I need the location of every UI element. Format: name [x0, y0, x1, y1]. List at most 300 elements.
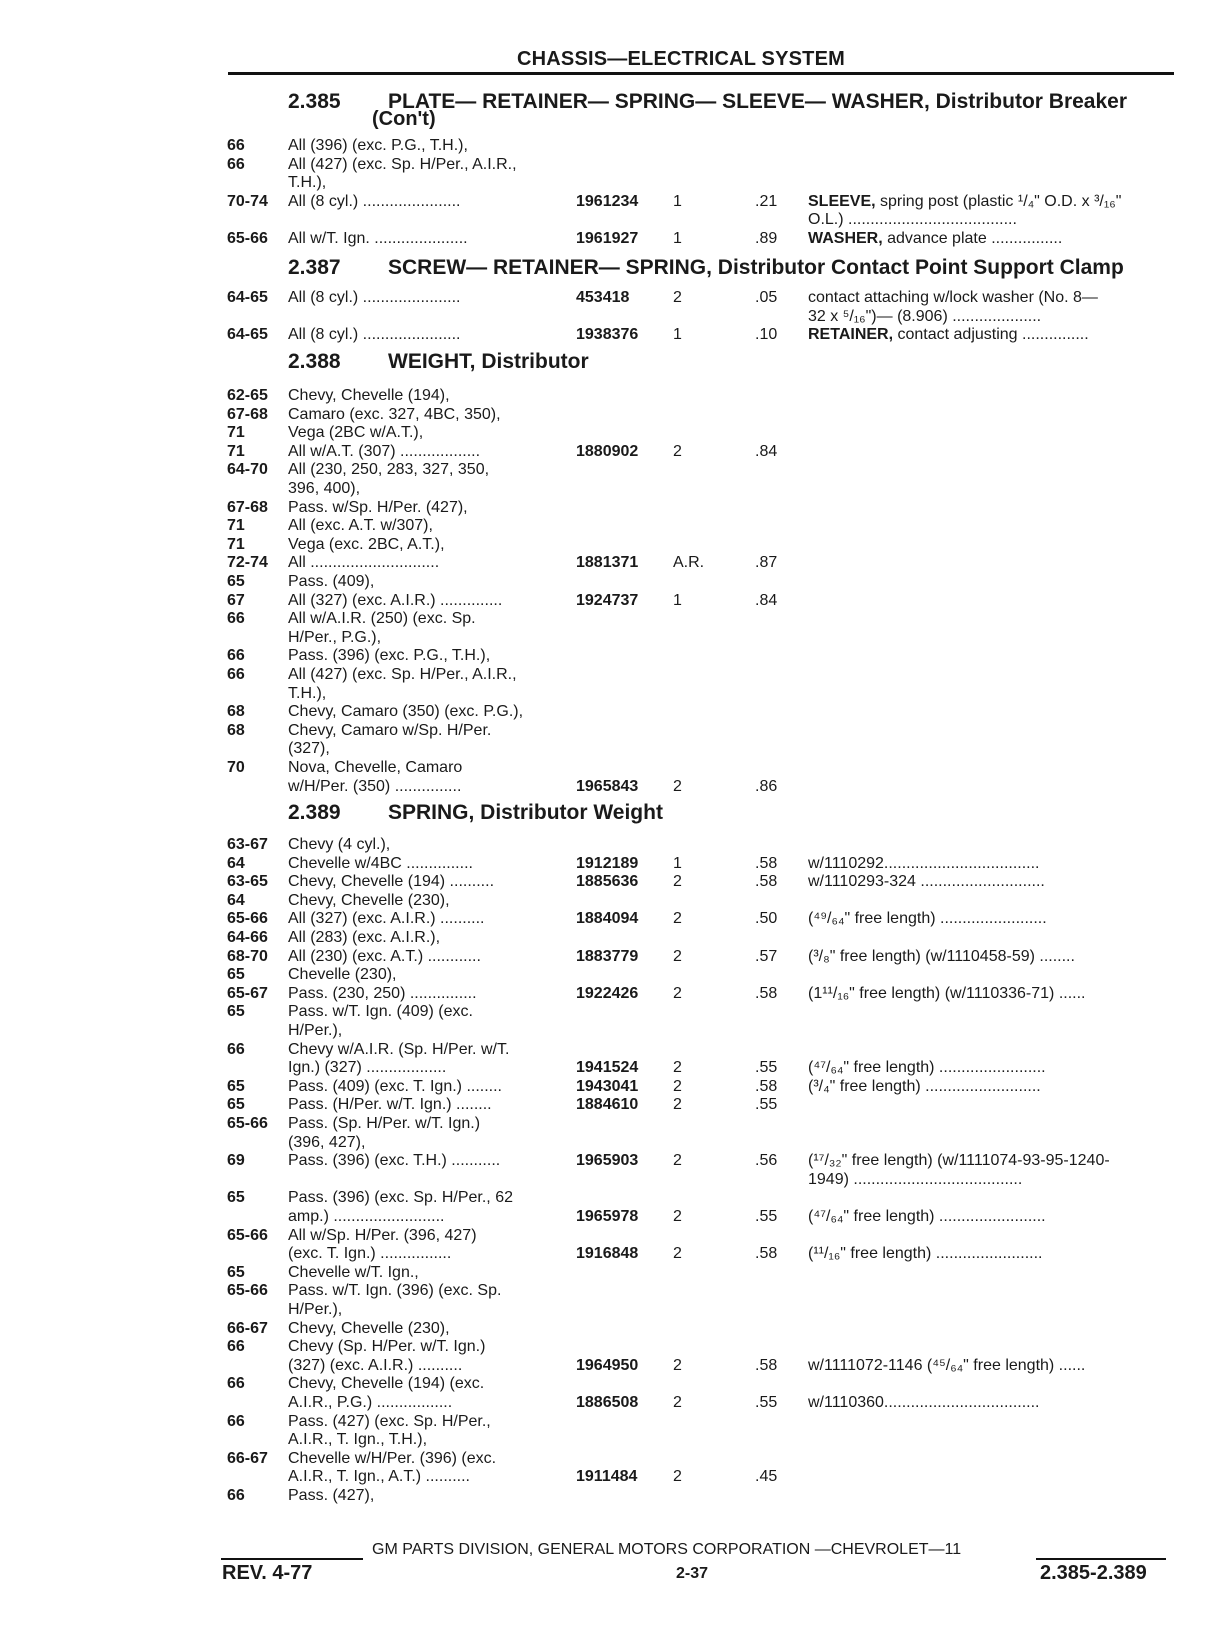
description-cell	[808, 210, 1174, 229]
table-row	[0, 1114, 1232, 1133]
description-text: (⁴⁹/₆₄" free length) ........................	[808, 910, 1047, 927]
year-cell: 71	[227, 443, 245, 460]
price-cell: .84	[755, 443, 778, 460]
quantity-cell: 2	[673, 1078, 682, 1095]
section-title: WEIGHT, Distributor	[388, 350, 589, 373]
section-number: 2.388	[288, 350, 341, 373]
table-row	[0, 1337, 1232, 1356]
quantity-cell: 2	[673, 1245, 682, 1262]
year-cell: 65	[227, 1096, 245, 1113]
description-cell	[808, 1393, 1174, 1412]
table-row	[0, 739, 1232, 758]
part-number-cell: 1965903	[576, 1152, 639, 1169]
price-cell: .56	[755, 1152, 778, 1169]
part-number-cell: 1911484	[576, 1468, 638, 1485]
year-cell: 65-66	[227, 1227, 268, 1244]
application-cell: Pass. (427),	[288, 1487, 375, 1504]
application-cell: Chevy, Chevelle (230),	[288, 1320, 450, 1337]
price-cell: .10	[755, 326, 778, 343]
page-number: 2-37	[676, 1565, 709, 1582]
year-cell: 67-68	[227, 406, 268, 423]
part-number-cell: 1916848	[576, 1245, 639, 1262]
description-cell	[808, 1058, 1174, 1077]
table-row	[0, 609, 1232, 628]
table-row	[0, 1300, 1232, 1319]
quantity-cell: 1	[673, 855, 682, 872]
year-cell: 67-68	[227, 499, 268, 516]
price-cell: .55	[755, 1096, 778, 1113]
year-cell: 64-70	[227, 461, 268, 478]
year-cell: 71	[227, 517, 245, 534]
description-text: advance plate ................	[882, 230, 1063, 247]
application-cell: H/Per.),	[288, 1022, 343, 1039]
application-cell: Chevy, Camaro (350) (exc. P.G.),	[288, 703, 524, 720]
description-text: contact attaching w/lock washer (No. 8—	[808, 289, 1098, 306]
price-cell: .58	[755, 1357, 778, 1374]
description-text: w/1110293-324 ............................	[808, 873, 1045, 890]
quantity-cell: 2	[673, 1394, 682, 1411]
year-cell: 65-66	[227, 1282, 268, 1299]
description-cell	[808, 1077, 1174, 1096]
year-cell: 65	[227, 1003, 245, 1020]
table-row	[0, 854, 1232, 873]
table-row	[0, 535, 1232, 554]
description-text: (1¹¹/₁₆" free length) (w/1110336-71) ......	[808, 985, 1086, 1002]
table-row	[0, 1002, 1232, 1021]
description-cell	[808, 947, 1174, 966]
application-cell: All (230, 250, 283, 327, 350,	[288, 461, 490, 478]
table-row	[0, 591, 1232, 610]
section-title: SCREW— RETAINER— SPRING, Distributor Contact Point Support Clamp	[388, 256, 1124, 279]
part-number-cell: 1884610	[576, 1096, 639, 1113]
description-text: (¹¹/₁₆" free length) ........................	[808, 1245, 1043, 1262]
application-cell: Pass. (409),	[288, 573, 375, 590]
application-cell: Nova, Chevelle, Camaro	[288, 759, 463, 776]
table-row	[0, 325, 1232, 344]
header-rule	[228, 72, 1174, 75]
description-text: (⁴⁷/₆₄" free length) ........................	[808, 1059, 1046, 1076]
application-cell: All (8 cyl.) ......................	[288, 289, 461, 306]
description-text: (⁴⁷/₆₄" free length) ........................	[808, 1208, 1046, 1225]
section-heading-2388	[288, 350, 589, 374]
year-cell: 66	[227, 1338, 245, 1355]
table-row	[0, 1188, 1232, 1207]
description-text: 32 x ⁵/₁₆")— (8.906) ....................	[808, 308, 1042, 325]
table-row	[0, 1151, 1232, 1170]
application-cell: Pass. w/T. Ign. (409) (exc.	[288, 1003, 473, 1020]
table-row	[0, 1319, 1232, 1338]
year-cell: 62-65	[227, 387, 268, 404]
table-row	[0, 909, 1232, 928]
description-text: 1949) ......................................	[808, 1171, 1023, 1188]
year-cell: 66-67	[227, 1450, 268, 1467]
table-row	[0, 572, 1232, 591]
description-text: w/1110292...................................	[808, 855, 1040, 872]
table-row	[0, 1095, 1232, 1114]
table-row	[0, 1486, 1232, 1505]
price-cell: .55	[755, 1059, 778, 1076]
price-cell: .58	[755, 873, 778, 890]
application-cell: A.I.R., T. Ign., T.H.),	[288, 1431, 428, 1448]
year-cell: 71	[227, 424, 245, 441]
table-row	[0, 1244, 1232, 1263]
application-cell: Chevy, Chevelle (194) (exc.	[288, 1375, 485, 1392]
application-cell: Vega (2BC w/A.T.),	[288, 424, 424, 441]
description-text: (³/₈" free length) (w/1110458-59) ........	[808, 948, 1075, 965]
part-number-cell: 1943041	[576, 1078, 639, 1095]
year-cell: 66	[227, 647, 245, 664]
year-cell: 65-66	[227, 910, 268, 927]
application-cell: (327) (exc. A.I.R.) ..........	[288, 1357, 463, 1374]
application-cell: Chevelle w/H/Per. (396) (exc.	[288, 1450, 497, 1467]
description-cell	[808, 307, 1174, 326]
description-cell	[808, 909, 1174, 928]
price-cell: .86	[755, 778, 778, 795]
description-text: spring post (plastic ¹/₄" O.D. x ³/₁₆"	[875, 193, 1122, 210]
application-cell: All (283) (exc. A.I.R.),	[288, 929, 441, 946]
application-cell: Pass. (H/Per. w/T. Ign.) ........	[288, 1096, 492, 1113]
quantity-cell: 2	[673, 1059, 682, 1076]
price-cell: .58	[755, 1078, 778, 1095]
application-cell: All (396) (exc. P.G., T.H.),	[288, 137, 468, 154]
description-cell	[808, 872, 1174, 891]
year-cell: 64	[227, 855, 245, 872]
application-cell: Pass. (230, 250) ...............	[288, 985, 477, 1002]
section-heading-2389	[288, 801, 663, 825]
part-number-cell: 1941524	[576, 1059, 639, 1076]
price-cell: .45	[755, 1468, 778, 1485]
application-cell: Chevy (4 cyl.),	[288, 836, 391, 853]
year-cell: 63-67	[227, 836, 268, 853]
application-cell: All (230) (exc. A.T.) ............	[288, 948, 481, 965]
year-cell: 65	[227, 1078, 245, 1095]
page-title: CHASSIS—ELECTRICAL SYSTEM	[517, 48, 845, 70]
application-cell: All w/Sp. H/Per. (396, 427)	[288, 1227, 477, 1244]
table-row	[0, 1412, 1232, 1431]
application-cell: Chevy, Camaro w/Sp. H/Per.	[288, 722, 492, 739]
table-row	[0, 721, 1232, 740]
quantity-cell: 2	[673, 985, 682, 1002]
quantity-cell: 2	[673, 1208, 682, 1225]
table-row	[0, 1226, 1232, 1245]
part-number-cell: 453418	[576, 289, 630, 306]
footer-publisher: GM PARTS DIVISION, GENERAL MOTORS CORPORATION —CHEVROLET—11	[372, 1541, 962, 1558]
application-cell: Pass. (409) (exc. T. Ign.) ........	[288, 1078, 502, 1095]
part-number-cell: 1961927	[576, 230, 639, 247]
table-row	[0, 136, 1232, 155]
application-cell: All (427) (exc. Sp. H/Per., A.I.R.,	[288, 666, 517, 683]
application-cell: Pass. (Sp. H/Per. w/T. Ign.)	[288, 1115, 481, 1132]
application-cell: w/H/Per. (350) ...............	[288, 778, 462, 795]
table-row	[0, 192, 1232, 211]
table-row	[0, 1393, 1232, 1412]
table-row	[0, 777, 1232, 796]
price-cell: .21	[755, 193, 778, 210]
price-cell: .50	[755, 910, 778, 927]
part-number-cell: 1924737	[576, 592, 639, 609]
year-cell: 65	[227, 573, 245, 590]
year-cell: 71	[227, 536, 245, 553]
table-row	[0, 1170, 1232, 1189]
application-cell: Pass. (427) (exc. Sp. H/Per.,	[288, 1413, 491, 1430]
application-cell: All (exc. A.T. w/307),	[288, 517, 433, 534]
year-cell: 68	[227, 703, 245, 720]
description-text: (¹⁷/₃₂" free length) (w/1111074-93-95-1240-	[808, 1152, 1110, 1169]
table-row	[0, 1430, 1232, 1449]
price-cell: .05	[755, 289, 778, 306]
year-cell: 66	[227, 1375, 245, 1392]
application-cell: All (427) (exc. Sp. H/Per., A.I.R.,	[288, 156, 517, 173]
table-row	[0, 646, 1232, 665]
application-cell: H/Per., P.G.),	[288, 629, 382, 646]
part-number-cell: 1965843	[576, 778, 639, 795]
year-cell: 70	[227, 759, 245, 776]
application-cell: (exc. T. Ign.) ................	[288, 1245, 452, 1262]
application-cell: A.I.R., T. Ign., A.T.) ..........	[288, 1468, 470, 1485]
section-range: 2.385-2.389	[1040, 1562, 1147, 1584]
description-cell	[808, 1151, 1174, 1170]
description-cell	[808, 1356, 1174, 1375]
application-cell: (396, 427),	[288, 1134, 366, 1151]
year-cell: 69	[227, 1152, 245, 1169]
application-cell: Chevy (Sp. H/Per. w/T. Ign.)	[288, 1338, 486, 1355]
table-row	[0, 1077, 1232, 1096]
application-cell: Chevelle w/T. Ign.,	[288, 1264, 419, 1281]
quantity-cell: 2	[673, 1468, 682, 1485]
table-row	[0, 1281, 1232, 1300]
table-row	[0, 479, 1232, 498]
table-row	[0, 1207, 1232, 1226]
application-cell: Chevy, Chevelle (194),	[288, 387, 450, 404]
application-cell: H/Per.),	[288, 1301, 343, 1318]
price-cell: .58	[755, 985, 778, 1002]
application-cell: Pass. (396) (exc. T.H.) ...........	[288, 1152, 501, 1169]
description-cell	[808, 192, 1174, 211]
part-number-cell: 1922426	[576, 985, 639, 1002]
section-title: SPRING, Distributor Weight	[388, 801, 663, 824]
description-cell	[808, 1170, 1174, 1189]
table-row	[0, 702, 1232, 721]
table-row	[0, 1040, 1232, 1059]
year-cell: 66	[227, 137, 245, 154]
year-cell: 70-74	[227, 193, 268, 210]
part-number-cell: 1938376	[576, 326, 639, 343]
year-cell: 72-74	[227, 554, 268, 571]
price-cell: .87	[755, 554, 778, 571]
table-row	[0, 947, 1232, 966]
application-cell: All (327) (exc. A.I.R.) ..........	[288, 910, 485, 927]
part-number-cell: 1965978	[576, 1208, 639, 1225]
application-cell: All w/T. Ign. .....................	[288, 230, 468, 247]
year-cell: 65-67	[227, 985, 268, 1002]
table-row	[0, 1374, 1232, 1393]
section-number: 2.387	[288, 256, 341, 279]
part-number-cell: 1885636	[576, 873, 639, 890]
quantity-cell: 2	[673, 443, 682, 460]
description-text: O.L.) ......................................	[808, 211, 1017, 228]
table-row	[0, 386, 1232, 405]
table-row	[0, 1263, 1232, 1282]
table-row	[0, 423, 1232, 442]
application-cell: All w/A.T. (307) ..................	[288, 443, 481, 460]
table-row	[0, 210, 1232, 229]
quantity-cell: 2	[673, 289, 682, 306]
quantity-cell: 2	[673, 910, 682, 927]
application-cell: Pass. (396) (exc. P.G., T.H.),	[288, 647, 491, 664]
application-cell: All (8 cyl.) ......................	[288, 326, 461, 343]
year-cell: 64-66	[227, 929, 268, 946]
application-cell: Chevy, Chevelle (230),	[288, 892, 450, 909]
table-row	[0, 965, 1232, 984]
price-cell: .55	[755, 1208, 778, 1225]
section-number: 2.389	[288, 801, 341, 824]
price-cell: .58	[755, 1245, 778, 1262]
table-row	[0, 628, 1232, 647]
application-cell: All .............................	[288, 554, 440, 571]
description-keyword: RETAINER,	[808, 326, 894, 343]
part-number-cell: 1881371	[576, 554, 639, 571]
quantity-cell: 1	[673, 230, 682, 247]
year-cell: 66	[227, 666, 245, 683]
table-row	[0, 173, 1232, 192]
year-cell: 63-65	[227, 873, 268, 890]
application-cell: amp.) .........................	[288, 1208, 445, 1225]
revision-label: REV. 4-77	[222, 1562, 313, 1584]
table-row	[0, 1133, 1232, 1152]
description-cell	[808, 229, 1174, 248]
application-cell: Ign.) (327) ..................	[288, 1059, 447, 1076]
table-row	[0, 516, 1232, 535]
year-cell: 66	[227, 1413, 245, 1430]
table-row	[0, 665, 1232, 684]
description-text: (³/₄" free length) ..........................	[808, 1078, 1041, 1095]
part-number-cell: 1884094	[576, 910, 639, 927]
table-row	[0, 229, 1232, 248]
application-cell: Chevelle (230),	[288, 966, 397, 983]
application-cell: All (8 cyl.) ......................	[288, 193, 461, 210]
application-cell: Vega (exc. 2BC, A.T.),	[288, 536, 445, 553]
year-cell: 67	[227, 592, 245, 609]
year-cell: 66-67	[227, 1320, 268, 1337]
quantity-cell: 2	[673, 1357, 682, 1374]
table-row	[0, 1356, 1232, 1375]
part-number-cell: 1912189	[576, 855, 639, 872]
price-cell: .57	[755, 948, 778, 965]
year-cell: 65	[227, 1189, 245, 1206]
price-cell: .55	[755, 1394, 778, 1411]
application-cell: Chevelle w/4BC ...............	[288, 855, 473, 872]
application-cell: T.H.),	[288, 685, 327, 702]
quantity-cell: 2	[673, 1152, 682, 1169]
table-row	[0, 405, 1232, 424]
application-cell: All (327) (exc. A.I.R.) ..............	[288, 592, 503, 609]
description-text: w/1110360...................................	[808, 1394, 1040, 1411]
section-number: 2.385	[288, 90, 341, 113]
application-cell: Camaro (exc. 327, 4BC, 350),	[288, 406, 501, 423]
section-title: PLATE— RETAINER— SPRING— SLEEVE— WASHER, Distributor Breaker	[388, 90, 1127, 113]
table-row	[0, 288, 1232, 307]
application-cell: Pass. w/Sp. H/Per. (427),	[288, 499, 468, 516]
description-cell	[808, 288, 1174, 307]
application-cell: All w/A.I.R. (250) (exc. Sp.	[288, 610, 476, 627]
year-cell: 64	[227, 892, 245, 909]
section-heading-cont: (Con't)	[372, 108, 436, 130]
year-cell: 65	[227, 966, 245, 983]
application-cell: (327),	[288, 740, 330, 757]
quantity-cell: 2	[673, 778, 682, 795]
table-row	[0, 498, 1232, 517]
quantity-cell: 1	[673, 326, 682, 343]
quantity-cell: 2	[673, 1096, 682, 1113]
description-text: w/1111072-1146 (⁴⁵/₆₄" free length) ......	[808, 1357, 1086, 1374]
application-cell: A.I.R., P.G.) .................	[288, 1394, 453, 1411]
year-cell: 65	[227, 1264, 245, 1281]
price-cell: .89	[755, 230, 778, 247]
table-row	[0, 1058, 1232, 1077]
footer-rule-left	[221, 1558, 363, 1560]
quantity-cell: 2	[673, 948, 682, 965]
part-number-cell: 1886508	[576, 1394, 639, 1411]
application-cell: Pass. w/T. Ign. (396) (exc. Sp.	[288, 1282, 502, 1299]
table-row	[0, 758, 1232, 777]
year-cell: 66	[227, 610, 245, 627]
quantity-cell: A.R.	[673, 554, 705, 571]
table-row	[0, 872, 1232, 891]
description-cell	[808, 1244, 1174, 1263]
year-cell: 64-65	[227, 289, 268, 306]
description-keyword: WASHER,	[808, 230, 883, 247]
application-cell: 396, 400),	[288, 480, 361, 497]
table-row	[0, 442, 1232, 461]
part-number-cell: 1961234	[576, 193, 639, 210]
table-row	[0, 684, 1232, 703]
table-row	[0, 460, 1232, 479]
part-number-cell: 1883779	[576, 948, 639, 965]
application-cell: Chevy w/A.I.R. (Sp. H/Per. w/T.	[288, 1041, 510, 1058]
table-row	[0, 155, 1232, 174]
table-row	[0, 553, 1232, 572]
year-cell: 68-70	[227, 948, 268, 965]
year-cell: 64-65	[227, 326, 268, 343]
price-cell: .84	[755, 592, 778, 609]
table-row	[0, 307, 1232, 326]
description-cell	[808, 854, 1174, 873]
year-cell: 65-66	[227, 230, 268, 247]
description-keyword: SLEEVE,	[808, 193, 876, 210]
quantity-cell: 1	[673, 193, 682, 210]
description-cell	[808, 1207, 1174, 1226]
description-cell	[808, 325, 1174, 344]
year-cell: 65-66	[227, 1115, 268, 1132]
table-row	[0, 835, 1232, 854]
table-row	[0, 1021, 1232, 1040]
quantity-cell: 2	[673, 873, 682, 890]
quantity-cell: 1	[673, 592, 682, 609]
description-cell	[808, 984, 1174, 1003]
section-heading-2387	[288, 256, 1124, 280]
year-cell: 66	[227, 1487, 245, 1504]
application-cell: T.H.),	[288, 174, 327, 191]
part-number-cell: 1964950	[576, 1357, 639, 1374]
table-row	[0, 1467, 1232, 1486]
application-cell: Chevy, Chevelle (194) ..........	[288, 873, 495, 890]
application-cell: Pass. (396) (exc. Sp. H/Per., 62	[288, 1189, 513, 1206]
table-row	[0, 984, 1232, 1003]
year-cell: 68	[227, 722, 245, 739]
table-row	[0, 928, 1232, 947]
footer-rule-right	[1036, 1558, 1166, 1560]
year-cell: 66	[227, 156, 245, 173]
